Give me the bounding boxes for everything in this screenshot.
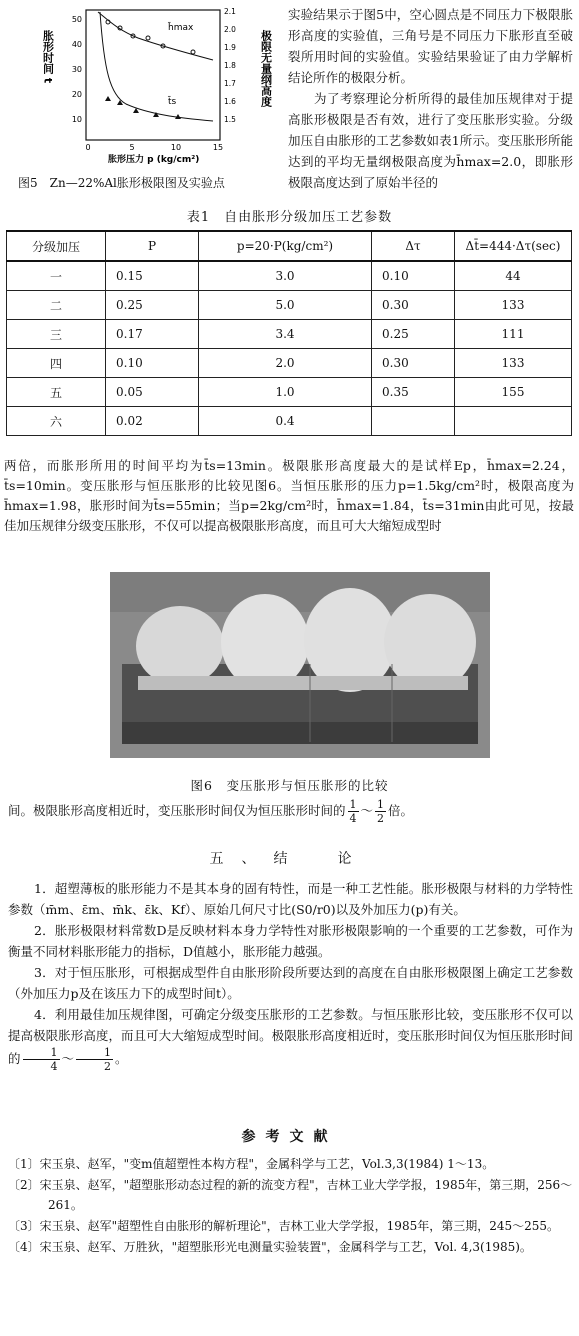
- table-1-caption: 表1 自由胀形分级加压工艺参数: [186, 210, 393, 225]
- para3-end: 倍。: [388, 803, 414, 818]
- tilde: ～: [360, 803, 374, 818]
- figure-6-photo: [110, 572, 490, 758]
- reference-item: 〔3〕宋玉泉、赵军"超塑性自由胀形的解析理论"，吉林工业大学学报，1985年，第三期，245～255。: [8, 1219, 560, 1233]
- fraction-half: $\frac{1}{2}$: [377, 798, 385, 825]
- svg-text:30: 30: [71, 65, 82, 74]
- table-row: [7, 261, 572, 291]
- table-cell: 0.15: [106, 261, 199, 291]
- conclusion-item: 4．利用最佳加压规律图，可确定分级变压胀形的工艺参数。与恒压胀形比较，变压胀形不仅可以提高极限胀形高度，而且可大大缩短成型时间。极限胀形高度相近时，变压胀形时间仅为恒压胀形时间的 $\frac{1}{4}$ ～ $\frac{1}{2}$ 。: [8, 1007, 573, 1073]
- table-1: [6, 230, 572, 436]
- table-cell: 0.4: [199, 407, 372, 436]
- figure-6-caption: 图6 变压胀形与恒压胀形的比较: [190, 778, 389, 793]
- table-cell: 5.0: [199, 291, 372, 320]
- figure-5-chart: [8, 0, 278, 168]
- svg-text:40: 40: [71, 40, 82, 49]
- table-cell: 133: [455, 291, 572, 320]
- svg-text:15: 15: [212, 143, 224, 152]
- fig5-x-ticks: [85, 143, 223, 152]
- svg-text:20: 20: [71, 90, 82, 99]
- table-row: [7, 349, 572, 378]
- svg-text:2.0: 2.0: [224, 25, 236, 34]
- svg-text:10: 10: [71, 115, 82, 124]
- table-row: [7, 320, 572, 349]
- right-column-paragraph-2: 为了考察理论分析所得的最佳加压规律对于提高胀形极限是否有效，进行了变压胀形实验。分级加压自由胀形的工艺参数如表1所示。变压胀形所能达到的平均无量纲极限高度为h̄max=2.0，即胀形极限高度达到了原始半径的: [288, 91, 573, 190]
- table-cell: 1.0: [199, 378, 372, 407]
- table-cell: 四: [7, 349, 106, 378]
- table-header-cell: p=20·P(kg/cm²): [199, 231, 372, 261]
- table-header-cell: 分级加压: [7, 231, 106, 261]
- svg-text:1.7: 1.7: [224, 79, 236, 88]
- references-heading: 参考文献: [241, 1129, 338, 1145]
- fig5-x-axis-label: 胀形压力 p (kg/cm²): [108, 155, 200, 165]
- table-row: [7, 378, 572, 407]
- svg-text:1.9: 1.9: [224, 43, 236, 52]
- fraction-quarter: $\frac{1}{4}$: [349, 798, 357, 825]
- body-paragraph-2: 两倍，而胀形所用的时间平均为t̄s=13min。极限胀形高度最大的是试样Ep，h̄max=2.24，t̄s=10min。变压胀形与恒压胀形的比较见图6。当恒压胀形的压力p=1.5kg/cm²时，极限高度为h̄max=1.98，胀形时间为t̄s=55min；当p=2kg/cm²时，h̄max=1.84，t̄s=31min由此可见，按最佳加压规律分级变压胀形，不仅可以提高极限胀形高度，而且可大大缩短成型时: [4, 458, 574, 533]
- conclusion-item: 1．超塑薄板的胀形能力不是其本身的固有特性，而是一种工艺性能。胀形极限与材料的力学特性参数（m̄m、ε̄m、m̄k、ε̄k、Kf）、原始几何尺寸比(S0/r0)以及外加压力(p)有关。: [8, 881, 573, 917]
- fig5-right-ticks: [224, 7, 236, 124]
- svg-text:1.6: 1.6: [224, 97, 236, 106]
- fig5-left-ticks: [72, 15, 82, 124]
- conclusions-list: [8, 878, 573, 1073]
- table-cell: 0.10: [106, 349, 199, 378]
- fig5-curve-label-t: t̄s: [168, 97, 177, 107]
- table-cell: 0.10: [372, 261, 455, 291]
- svg-text:0: 0: [85, 143, 91, 152]
- conclusion-item: 2．胀形极限材料常数D是反映材料本身力学特性对胀形极限影响的一个重要的工艺参数，可作为衡量不同材料胀形能力的指标，D值越小，胀形能力越强。: [8, 923, 573, 959]
- table-cell: 一: [7, 261, 106, 291]
- body-paragraph-3: [8, 798, 573, 825]
- reference-item: 〔4〕宋玉泉、赵军、万胜狄，"超塑胀形光电测量实验装置"，金属科学与工艺，Vol. 4,3(1985)。: [8, 1240, 532, 1254]
- references-list: [8, 1154, 573, 1258]
- table-cell: 五: [7, 378, 106, 407]
- fig5-left-axis-label: 胀形时间 t: [41, 30, 55, 84]
- conclusion-item: 3．对于恒压胀形，可根据成型件自由胀形阶段所要达到的高度在自由胀形极限图上确定工艺参数（外加压力p及在该压力下的成型时间t）。: [8, 965, 573, 1001]
- table-cell: 三: [7, 320, 106, 349]
- para3-text: 间。极限胀形高度相近时，变压胀形时间仅为恒压胀形时间的: [8, 803, 346, 818]
- table-cell: 0.17: [106, 320, 199, 349]
- svg-text:1.8: 1.8: [224, 61, 236, 70]
- svg-text:10: 10: [170, 143, 182, 152]
- table-row: [7, 291, 572, 320]
- fig5-right-axis-label: 极限无量纲高度: [259, 30, 273, 107]
- reference-item: 〔1〕宋玉泉、赵军，"变m值超塑性本构方程"，金属科学与工艺，Vol.3,3(1984) 1～13。: [8, 1157, 495, 1171]
- table-cell: 0.35: [372, 378, 455, 407]
- table-cell: [372, 407, 455, 436]
- table-cell: 111: [455, 320, 572, 349]
- table-cell: 二: [7, 291, 106, 320]
- table-cell: 3.0: [199, 261, 372, 291]
- right-column-paragraph-1: 实验结果示于图5中，空心圆点是不同压力下极限胀形高度的实验值，三角号是不同压力下胀形直至破裂所用时间的实验值。实验结果验证了由力学解析结论所作的极限分析。: [288, 7, 573, 85]
- svg-text:2.1: 2.1: [224, 7, 236, 16]
- table-cell: 0.02: [106, 407, 199, 436]
- table-cell: 155: [455, 378, 572, 407]
- figure-5-caption: 图5 Zn—22%Al胀形极限图及实验点: [18, 176, 225, 190]
- fig5-curve-label-h: h̄max: [168, 23, 194, 33]
- fraction-half: $\frac{1}{2}$: [76, 1046, 113, 1073]
- table-cell: 133: [455, 349, 572, 378]
- table-header-row: [7, 231, 572, 261]
- table-cell: 0.05: [106, 378, 199, 407]
- table-header-cell: Δτ: [372, 231, 455, 261]
- table-cell: 0.25: [372, 320, 455, 349]
- table-header-cell: P: [106, 231, 199, 261]
- table-cell: 3.4: [199, 320, 372, 349]
- table-cell: 0.30: [372, 349, 455, 378]
- table-cell: [455, 407, 572, 436]
- fraction-quarter: $\frac{1}{4}$: [23, 1046, 60, 1073]
- svg-text:50: 50: [71, 15, 82, 24]
- table-header-cell: Δt̄=444·Δτ(sec): [455, 231, 572, 261]
- table-cell: 44: [455, 261, 572, 291]
- reference-item: 〔2〕宋玉泉、赵军，"超塑胀形动态过程的新的流变方程"，吉林工业大学学报，1985年，第三期，256～261。: [8, 1178, 573, 1212]
- table-row: [7, 407, 572, 436]
- svg-text:1.5: 1.5: [224, 115, 236, 124]
- table-cell: 0.25: [106, 291, 199, 320]
- right-column-text: [288, 4, 573, 193]
- table-cell: 2.0: [199, 349, 372, 378]
- table-cell: 六: [7, 407, 106, 436]
- svg-text:5: 5: [129, 143, 135, 152]
- section-5-heading: 五、结 论: [209, 851, 370, 867]
- table-cell: 0.30: [372, 291, 455, 320]
